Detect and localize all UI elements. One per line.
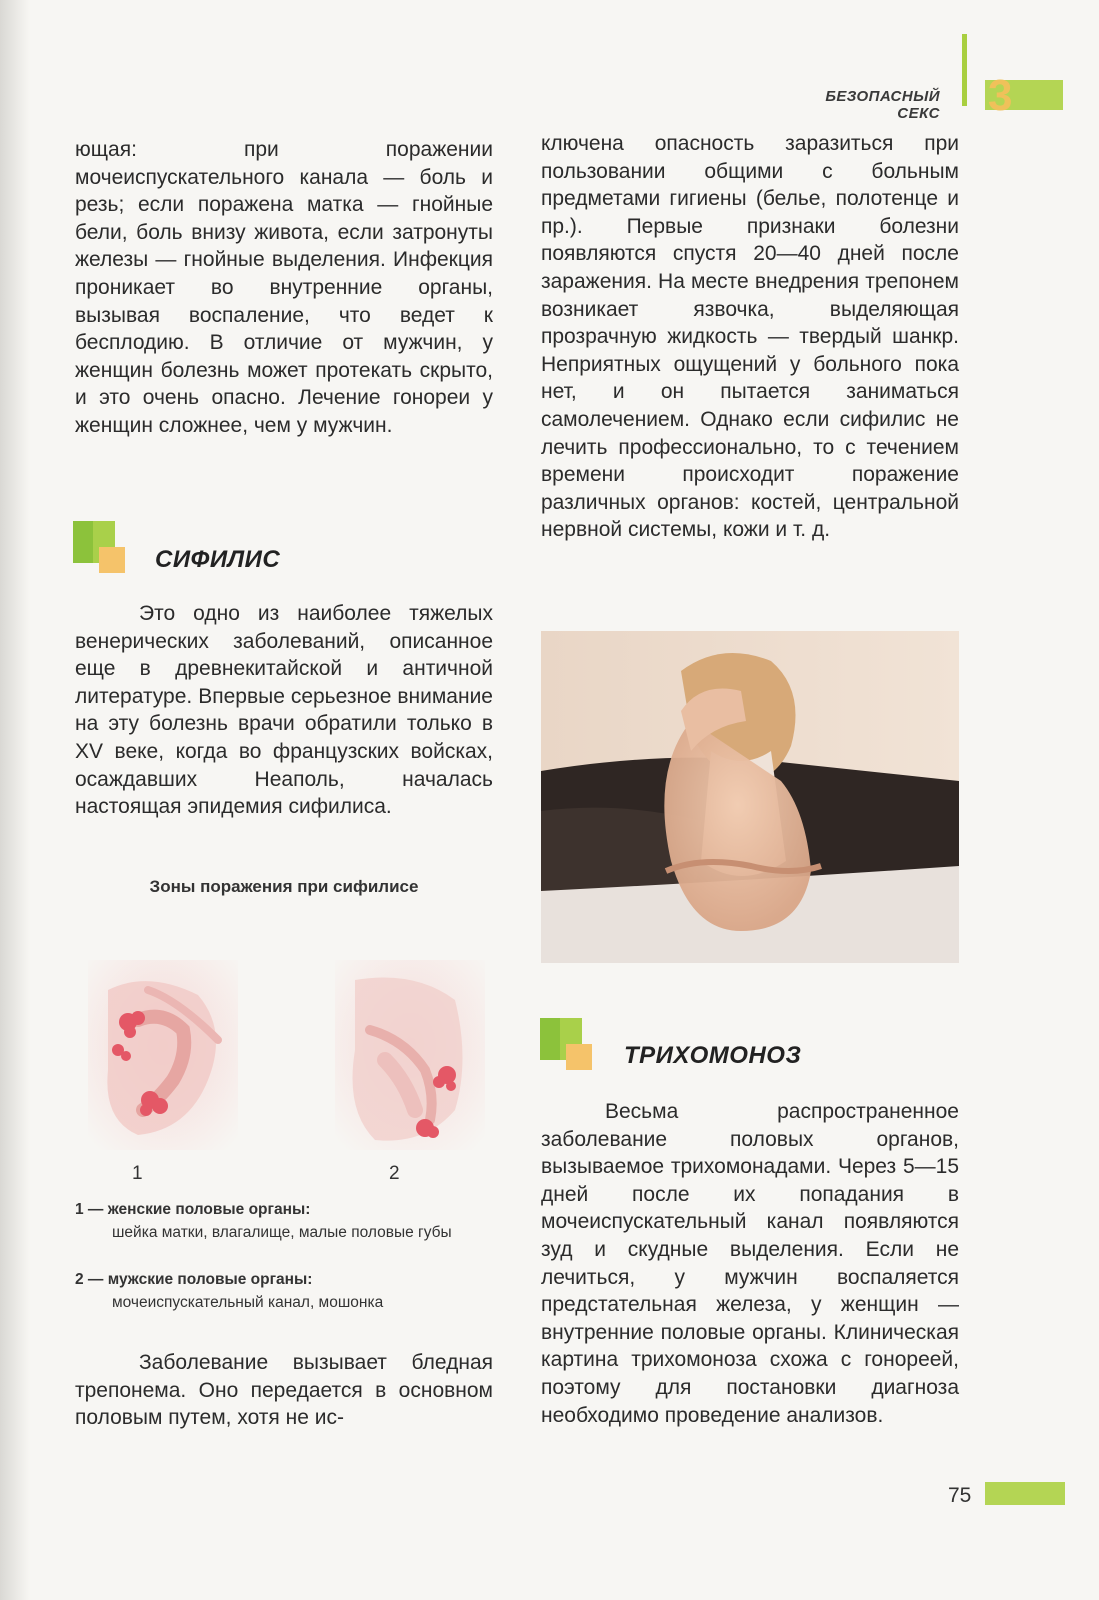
photo-distressed-woman [541, 631, 959, 963]
page-gutter-shadow [0, 0, 30, 1600]
legend-desc: мочеиспускательный канал, мошонка [112, 1294, 384, 1311]
legend-item [75, 1198, 495, 1244]
diagram-label-1: 1 [132, 1163, 143, 1184]
paragraph: ключена опасность заразиться при пользовании общими с больным предметами гигиены (белье, полотенце и пр.). Первые признаки болезни появляются спустя 20—40 дней после заражения. На месте внедрения трепонем возникает язвочка, выделяющая прозрачную жидкость — твердый шанкр. Неприятных ощущений у больного пока нет, и он пытается заниматься самолечением. Однако если сифилис не лечить профессионально, то с течением времени происходит поражение различных органов: костей, центральной нервной системы, кожи и т. д. [541, 132, 959, 542]
paragraph: Это одно из наиболее тяжелых венерических заболеваний, описанное еще в древнекитайской и античной литературе. Впервые серьезное внимание на эту болезнь врачи обратили только в XV веке, когда во французских войсках, осаждавших Неаполь, началась настоящая эпидемия сифилиса. [75, 602, 493, 819]
legend-item [75, 1268, 495, 1314]
male-anatomy-diagram [335, 960, 485, 1150]
syphilis-intro [75, 600, 493, 821]
diagram-label-2: 2 [389, 1163, 400, 1184]
trichomoniasis-text [541, 1098, 959, 1429]
header-rule [962, 34, 967, 106]
paragraph: Заболевание вызывает бледная трепонема. Оно передается в основном половым путем, хотя не ис- [75, 1351, 493, 1430]
running-head: БЕЗОПАСНЫЙ СЕКС [825, 88, 940, 122]
syphilis-cause [75, 1349, 493, 1432]
legend-desc: шейка матки, влагалище, малые половые губы [112, 1224, 452, 1241]
chapter-number: 3 [988, 71, 1013, 120]
paragraph: Весьма распространенное заболевание половых органов, вызываемое трихомонадами. Через 5—15 дней после их попадания в мочеиспускательный канал появляются зуд и скудные выделения. Если не лечиться, у мужчин воспаляется предстательная железа, у женщин — внутренние половые органы. Клиническая картина трихомоноза схожа с гонореей, поэтому для постановки диагноза необходимо проведение анализов. [541, 1100, 959, 1427]
section-square-icon [540, 1018, 592, 1070]
syphilis-continuation [541, 130, 959, 544]
page-number: 75 [948, 1484, 972, 1507]
paragraph: ющая: при поражении мочеиспускательного канала — боль и резь; если поражена матка — гнойные бели, боль внизу живота, если затронуты железы — гнойные выделения. Инфекция проникает во внутренние органы, вызывая воспаление, что ведет к бесплодию. В отличие от мужчин, у женщин болезнь может протекать скрыто, и это очень опасно. Лечение гонореи у женщин сложнее, чем у мужчин. [75, 138, 493, 437]
legend-head: 2 — мужские половые органы: [75, 1271, 313, 1288]
section-title-syphilis: СИФИЛИС [155, 546, 281, 573]
figure-caption: Зоны поражения при сифилисе [149, 877, 419, 896]
page-number-tab [985, 1482, 1065, 1505]
legend-head: 1 — женские половые органы: [75, 1201, 311, 1218]
female-anatomy-diagram [88, 960, 238, 1150]
gonorrhea-continuation [75, 136, 493, 440]
section-title-trichomoniasis: ТРИХОМОНОЗ [624, 1042, 802, 1069]
section-square-icon [73, 521, 125, 573]
